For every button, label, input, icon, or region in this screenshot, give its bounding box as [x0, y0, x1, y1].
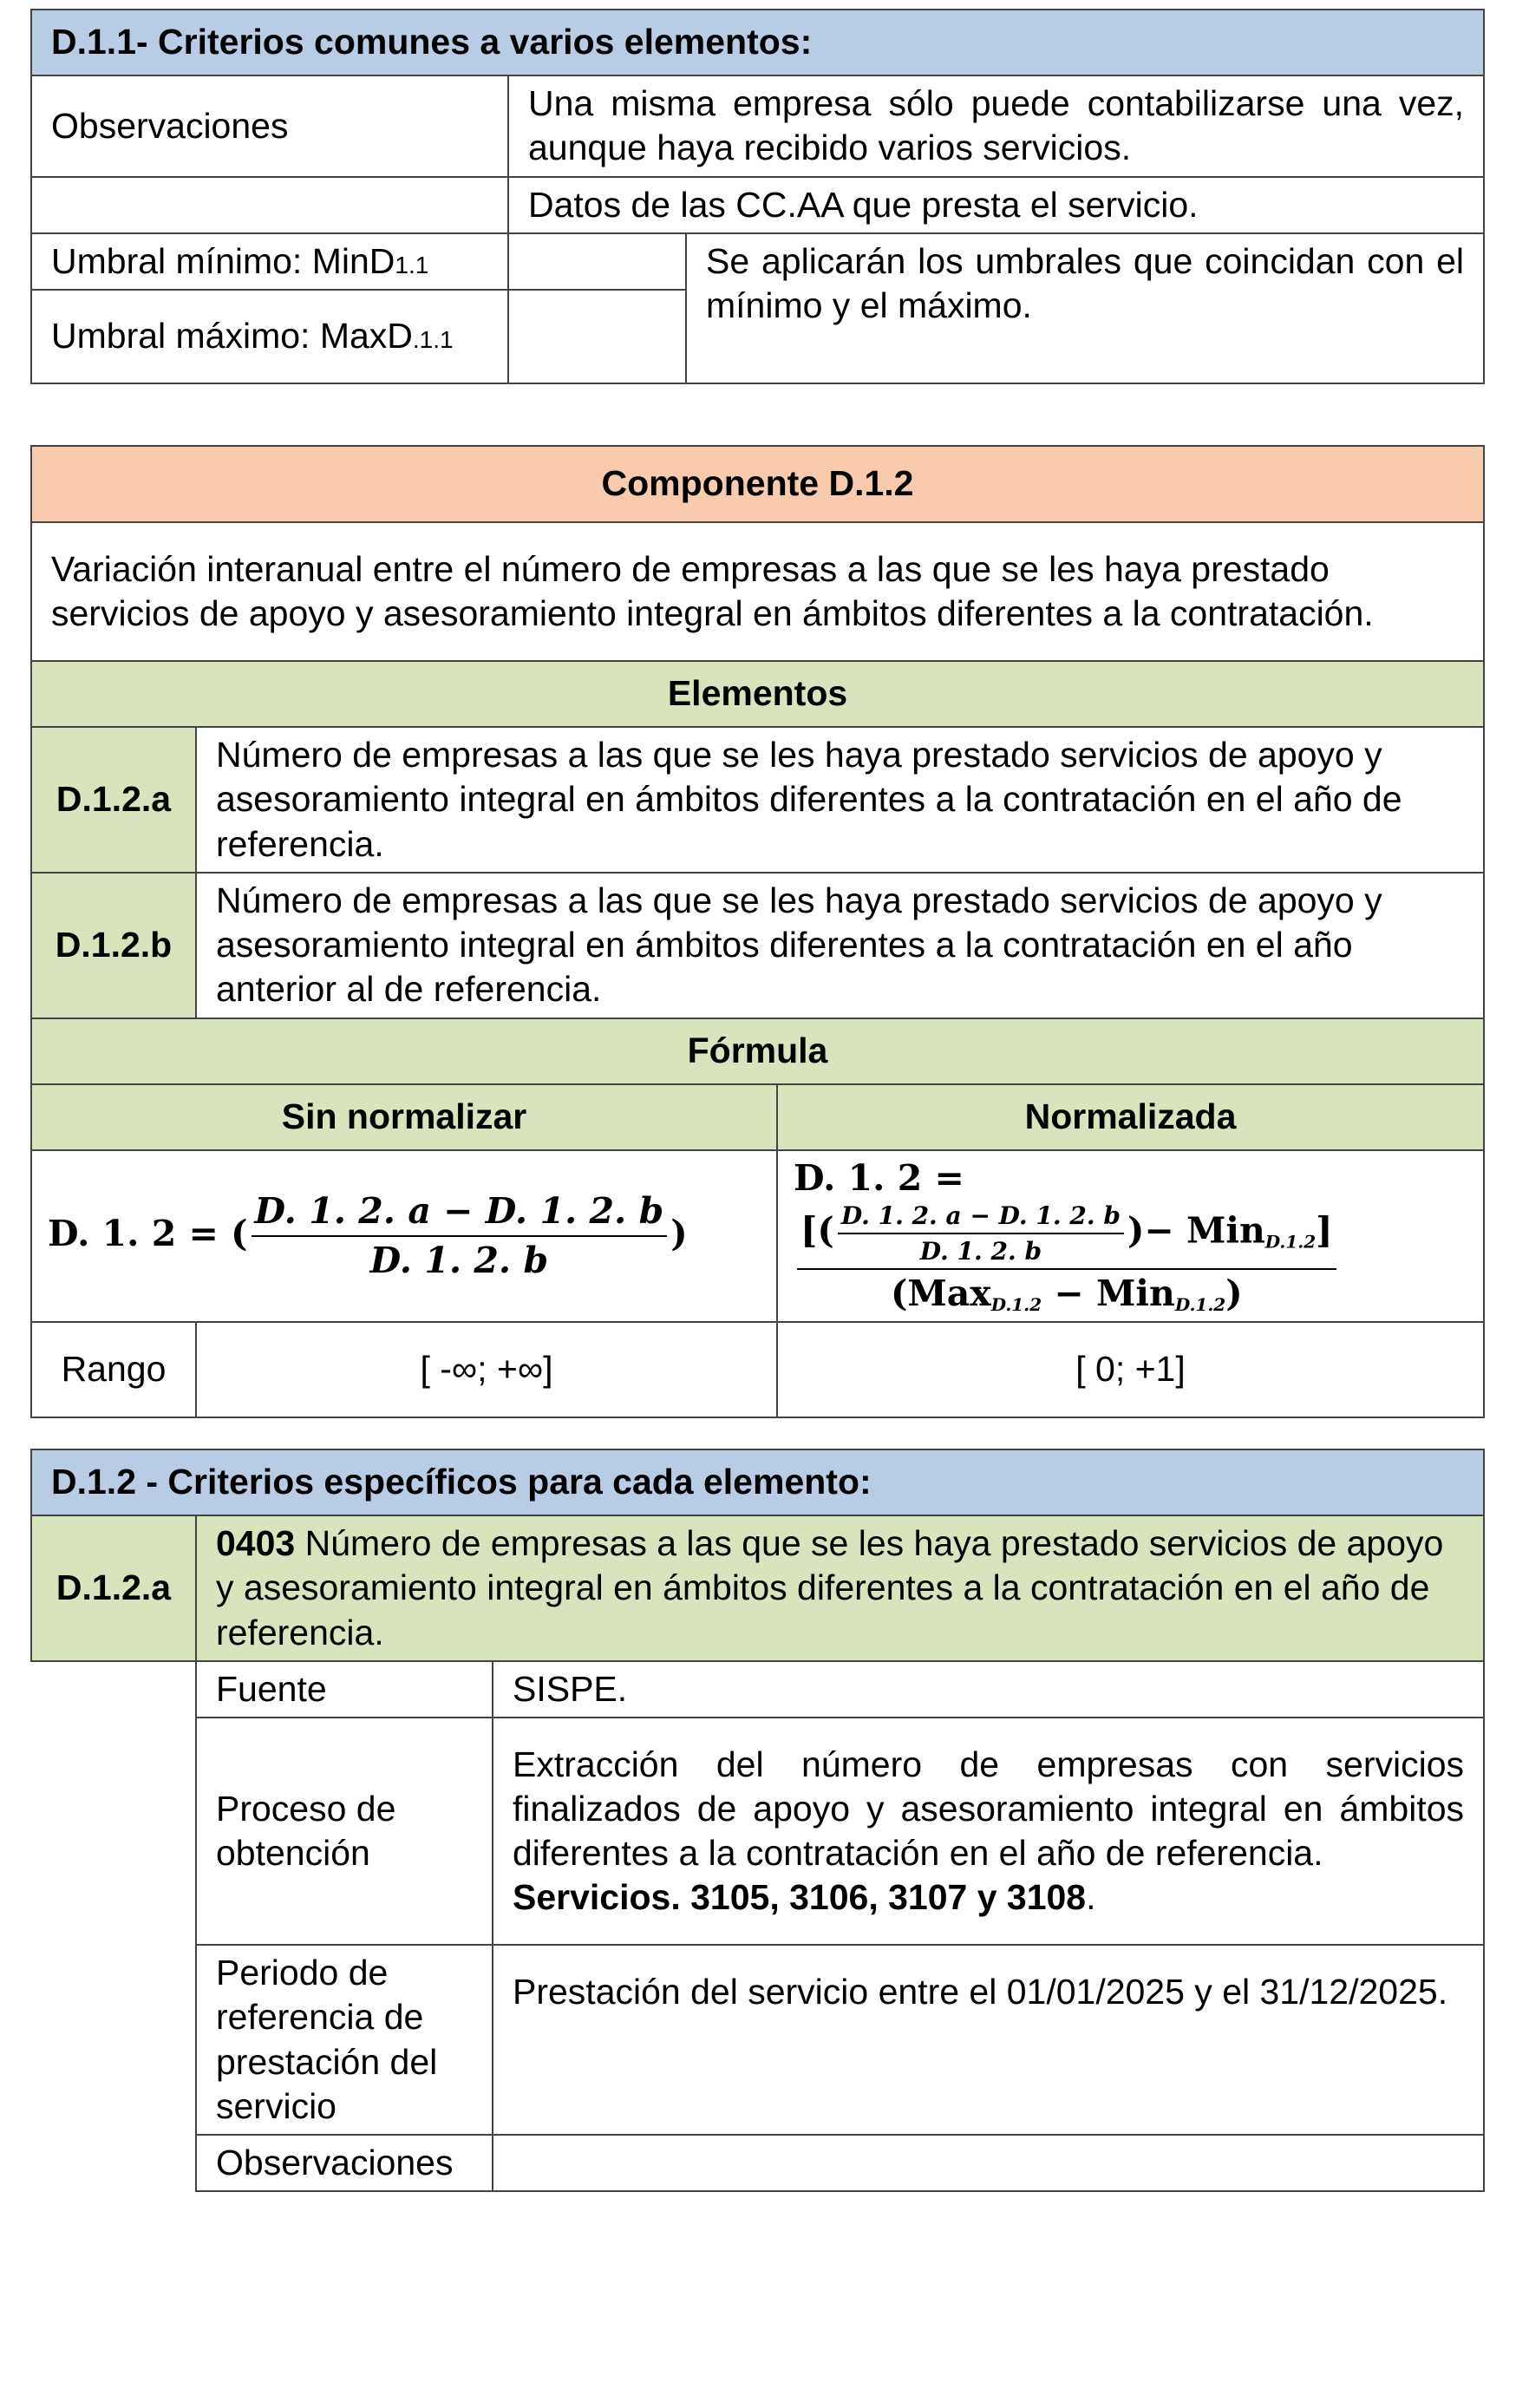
fuente-label: Fuente: [196, 1661, 493, 1718]
observaciones-label: Observaciones: [196, 2135, 493, 2191]
element-description: Número de empresas a las que se les haya prestado servicios de apoyo y asesoramiento integral en ámbitos diferentes a la contratación en el año anterior al de referencia.: [196, 873, 1484, 1018]
formula-normalizada: D. 1. 2 = [( $\frac{D. 1. 2. a - D. 1. 2. b}{D. 1. 2. b}$ )− MinD.1.2] (MaxD.1.2 − MinD.1.2): [777, 1150, 1484, 1323]
umbral-maximo-label: Umbral máximo: MaxD.1.1: [31, 290, 508, 383]
criterios-especificos-title: D.1.2 - Criterios específicos para cada elemento:: [31, 1449, 1484, 1515]
observaciones-label: Observaciones: [31, 75, 508, 177]
umbral-minimo-value: [508, 233, 686, 290]
umbral-minimo-label: Umbral mínimo: MinD1.1: [31, 233, 508, 290]
criterios-comunes-table: [30, 9, 1485, 384]
rango-label: Rango: [31, 1322, 196, 1417]
observaciones-text: Una misma empresa sólo puede contabilizarse una vez, aunque haya recibido varios servicios.: [508, 75, 1484, 177]
fuente-value: SISPE.: [493, 1661, 1484, 1718]
formula-sin-normalizar: D. 1. 2 = ( $\frac{D. 1. 2. a - D. 1. 2. b}{D. 1. 2. b}$ ): [31, 1150, 777, 1323]
periodo-value: Prestación del servicio entre el 01/01/2025 y el 31/12/2025.: [493, 1945, 1484, 2135]
periodo-label: Periodo de referencia de prestación del servicio: [196, 1945, 493, 2135]
rango-normalizada: [ 0; +1]: [777, 1322, 1484, 1417]
criterios-especificos-table: [30, 1449, 1485, 2192]
rango-sin-normalizar: [ -∞; +∞]: [196, 1322, 777, 1417]
umbral-maximo-value: [508, 290, 686, 383]
element-description: Número de empresas a las que se les haya prestado servicios de apoyo y asesoramiento integral en ámbitos diferentes a la contratación en el año de referencia.: [196, 727, 1484, 873]
proceso-label: Proceso de obtención: [196, 1718, 493, 1945]
componente-table: [30, 445, 1485, 1418]
elementos-header: Elementos: [31, 661, 1484, 727]
componente-description: Variación interanual entre el número de empresas a las que se les haya prestado servicios de apoyo y asesoramiento integral en ámbitos diferentes a la contratación.: [31, 522, 1484, 661]
empty-cell: [31, 177, 508, 233]
element-code: D.1.2.a: [31, 1515, 196, 1661]
proceso-value: Extracción del número de empresas con servicios finalizados de apoyo y asesoramiento integral en ámbitos diferentes a la contratación en el año de referencia. Servicios. 3105, 3106, 3107 y 3108.: [493, 1718, 1484, 1945]
umbral-note: Se aplicarán los umbrales que coincidan con el mínimo y el máximo.: [686, 233, 1484, 383]
element-code: D.1.2.b: [31, 873, 196, 1018]
element-description: 0403 Número de empresas a las que se les haya prestado servicios de apoyo y asesoramiento integral en ámbitos diferentes a la contratación en el año de referencia.: [196, 1515, 1484, 1661]
sin-normalizar-header: Sin normalizar: [31, 1084, 777, 1150]
componente-title: Componente D.1.2: [31, 446, 1484, 522]
datos-ccaa-text: Datos de las CC.AA que presta el servicio.: [508, 177, 1484, 233]
element-code: D.1.2.a: [31, 727, 196, 873]
observaciones-value: [493, 2135, 1484, 2191]
formula-header: Fórmula: [31, 1018, 1484, 1084]
normalizada-header: Normalizada: [777, 1084, 1484, 1150]
criterios-comunes-title: D.1.1- Criterios comunes a varios elementos:: [31, 10, 1484, 75]
